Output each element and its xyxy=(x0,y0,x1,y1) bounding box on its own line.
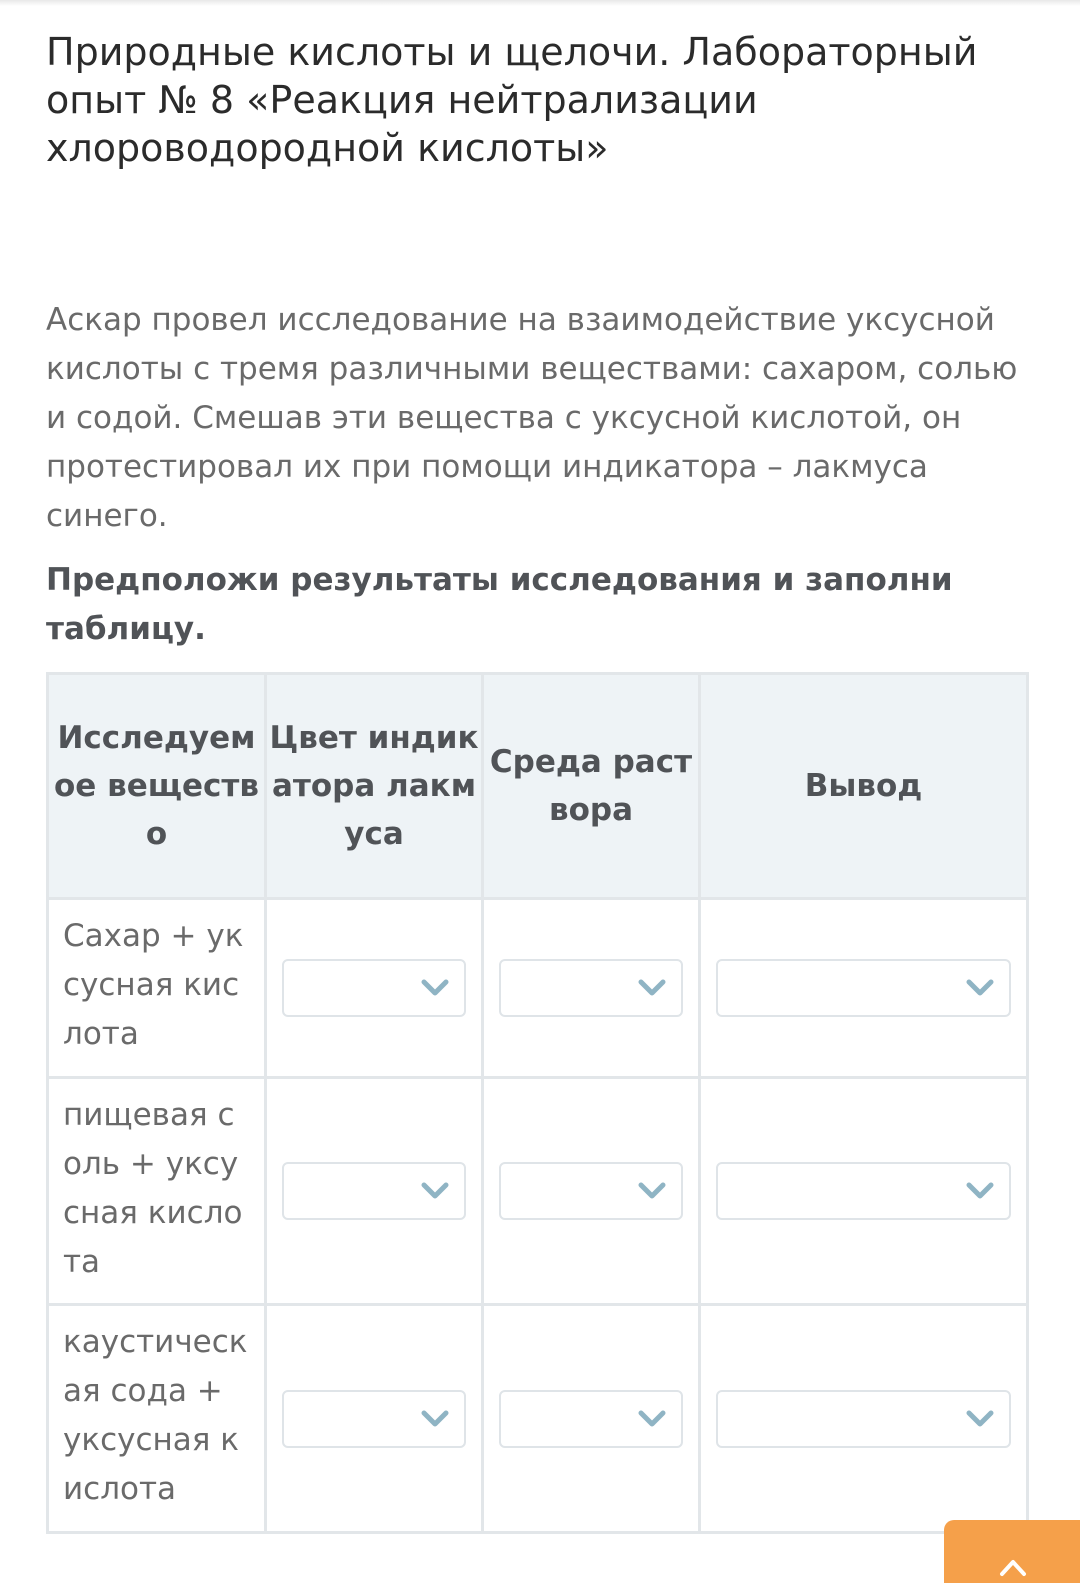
table-header-row xyxy=(48,674,1028,899)
task-instruction: Предположи результаты исследования и заполни таблицу. xyxy=(46,562,953,647)
medium-dropdown[interactable] xyxy=(499,959,683,1017)
header-conclusion: Вывод xyxy=(700,674,1028,899)
table-row xyxy=(48,899,1028,1078)
indicator-color-dropdown[interactable] xyxy=(282,1162,466,1220)
table-row xyxy=(48,1078,1028,1305)
medium-dropdown[interactable] xyxy=(499,1162,683,1220)
substance-cell: пищевая соль + уксусная кислота xyxy=(48,1078,266,1305)
chevron-down-icon xyxy=(963,1176,997,1206)
chevron-down-icon xyxy=(635,1404,669,1434)
header-indicator-color: Цвет индикатора лакмуса xyxy=(266,674,483,899)
chevron-down-icon xyxy=(963,1404,997,1434)
chevron-down-icon xyxy=(635,1176,669,1206)
table-row xyxy=(48,1305,1028,1533)
results-table xyxy=(46,672,1029,1534)
page-title: Природные кислоты и щелочи. Лабораторный опыт № 8 «Реакция нейтрализации хлороводородной кислоты» xyxy=(46,30,978,170)
conclusion-dropdown[interactable] xyxy=(716,1390,1011,1448)
conclusion-dropdown[interactable] xyxy=(716,1162,1011,1220)
arrow-up-icon xyxy=(996,1550,1030,1583)
chevron-down-icon xyxy=(963,973,997,1003)
header-medium: Среда раствора xyxy=(483,674,700,899)
indicator-color-dropdown[interactable] xyxy=(282,1390,466,1448)
task-description: Аскар провел исследование на взаимодействие уксусной кислоты с тремя различными веществами: сахаром, солью и содой. Смешав эти вещества с уксусной кислотой, он протестировал их при помощи индикатора – лакмуса синего. xyxy=(46,302,1018,534)
indicator-color-dropdown[interactable] xyxy=(282,959,466,1017)
chevron-down-icon xyxy=(418,1404,452,1434)
medium-dropdown[interactable] xyxy=(499,1390,683,1448)
top-shadow xyxy=(0,0,1080,6)
chevron-down-icon xyxy=(635,973,669,1003)
scroll-to-top-button[interactable] xyxy=(944,1520,1080,1583)
header-substance: Исследуемое вещество xyxy=(48,674,266,899)
conclusion-dropdown[interactable] xyxy=(716,959,1011,1017)
chevron-down-icon xyxy=(418,973,452,1003)
substance-cell: Сахар + уксусная кислота xyxy=(48,899,266,1078)
chevron-down-icon xyxy=(418,1176,452,1206)
substance-cell: каустическая сода + уксусная кислота xyxy=(48,1305,266,1533)
